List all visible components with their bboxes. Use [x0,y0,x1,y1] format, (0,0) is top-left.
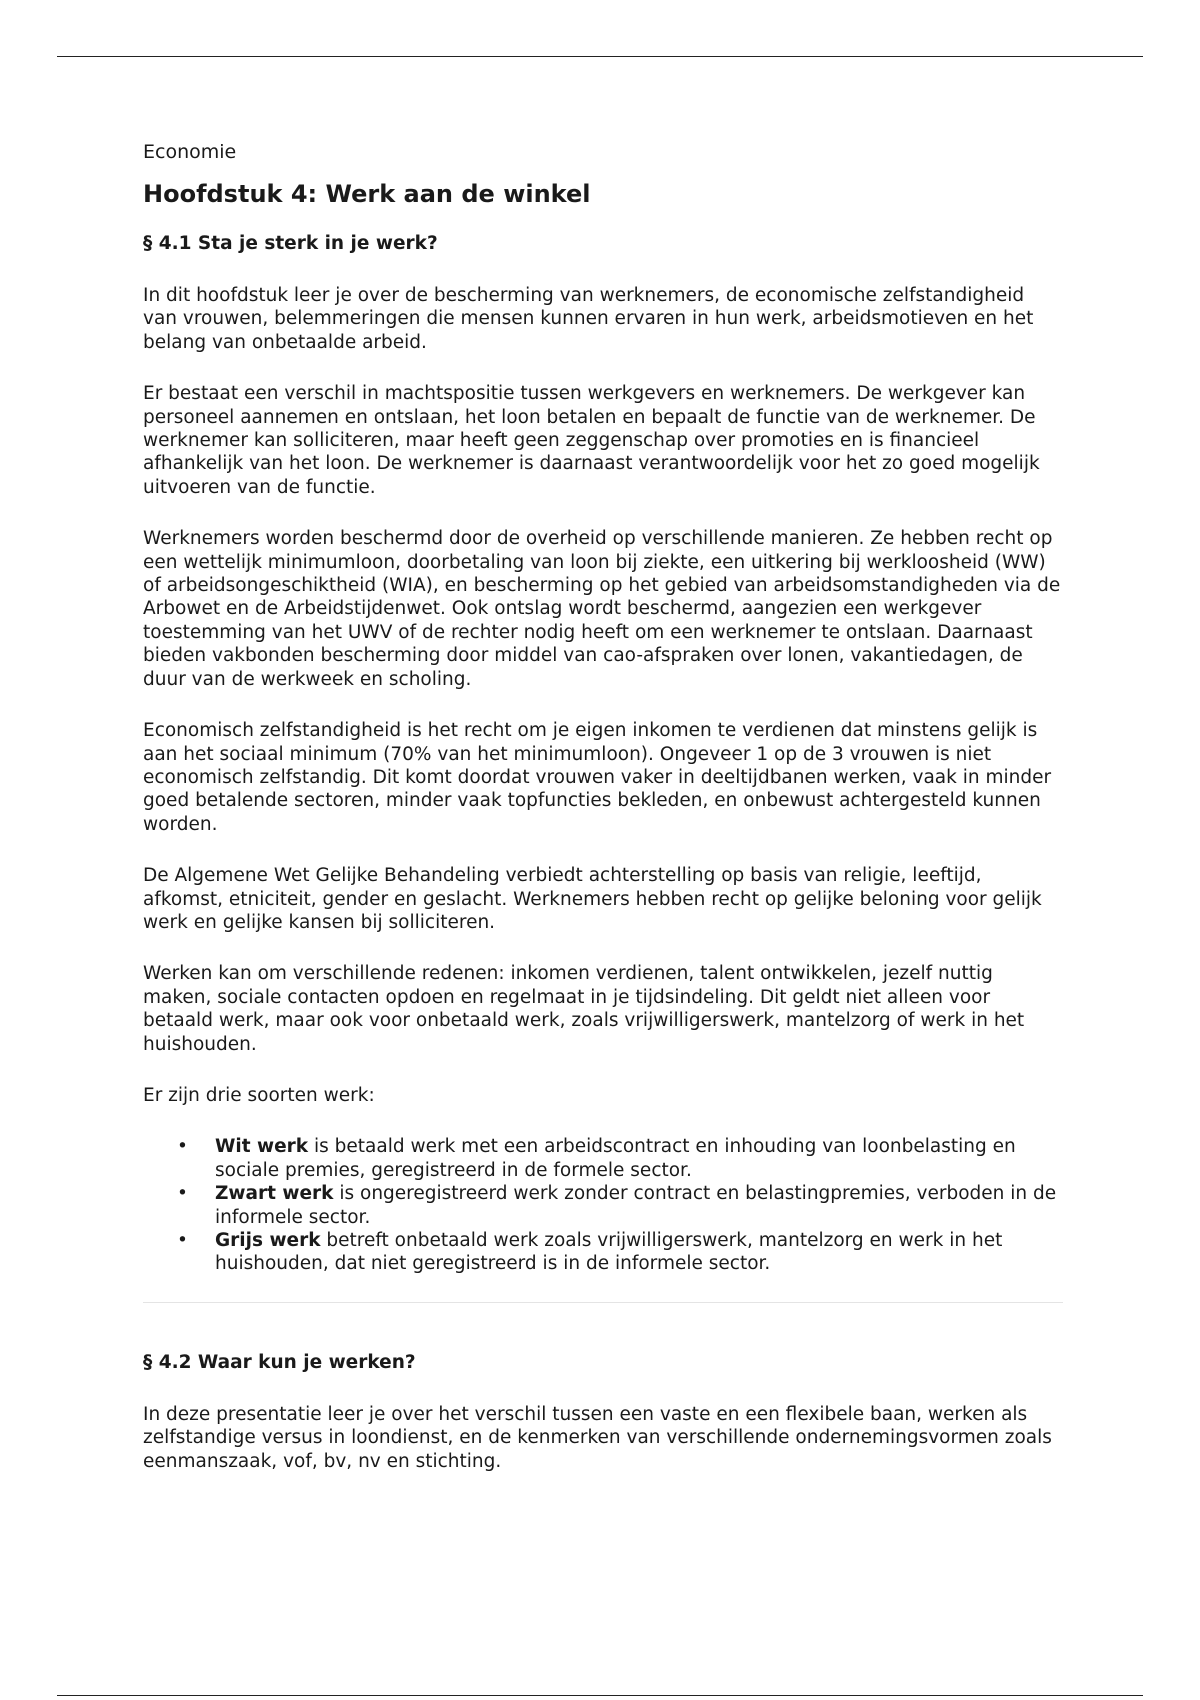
top-rule [57,56,1143,57]
section-heading-4-2: § 4.2 Waar kun je werken? [143,1351,416,1373]
paragraph: In dit hoofdstuk leer je over de bescherming van werknemers, de economische zelfstandigheid van vrouwen, belemmeringen die mensen kunnen ervaren in hun werk, arbeidsmotieven en het belang van onbetaalde arbeid. [143,285,1034,353]
term-grijs-werk: Grijs werk [215,1230,321,1251]
chapter-title: Hoofdstuk 4: Werk aan de winkel [143,180,591,208]
bullet-icon: • [177,1136,188,1158]
paragraph: De Algemene Wet Gelijke Behandeling verbiedt achterstelling op basis van religie, leeftijd, afkomst, etniciteit, gender en geslacht. Werknemers hebben recht op gelijke beloning voor gelijk werk en gelijke kansen bij solliciteren. [143,865,1042,933]
term-zwart-werk: Zwart werk [215,1183,334,1205]
term-wit-werk: Wit werk [215,1136,309,1158]
term-description: is ongeregistreerd werk zonder contract en belastingpremies, verboden in de informele sector. [215,1183,1057,1228]
document-body [143,140,1063,1501]
work-types-list [143,1135,1063,1275]
bullet-icon: • [177,1230,188,1251]
bottom-rule [57,1695,1143,1696]
paragraph: Werknemers worden beschermd door de overheid op verschillende manieren. Ze hebben recht op een wettelijk minimumloon, doorbetaling van loon bij ziekte, een uitkering bij werkloosheid (WW) of arbeidsongeschiktheid (WIA), en bescherming op het gebied van arbeidsomstandigheden via de Arbowet en de Arbeidstijdenwet. Ook ontslag wordt beschermd, aangezien een werkgever toestemming van het UWV of de rechter nodig heeft om een werknemer te ontslaan. Daarnaast bieden vakbonden bescherming door middel van cao-afspraken over lonen, vakantiedagen, de duur van de werkweek en scholing. [143,528,1061,690]
term-description: betreft onbetaald werk zoals vrijwilligerswerk, mantelzorg en werk in het huishouden, dat niet geregistreerd is in de informele sector. [215,1230,1003,1275]
paragraph: Werken kan om verschillende redenen: inkomen verdienen, talent ontwikkelen, jezelf nuttig maken, sociale contacten opdoen en regelmaat in je tijdsindeling. Dit geldt niet alleen voor betaald werk, maar ook voor onbetaald werk, zoals vrijwilligerswerk, mantelzorg of werk in het huishouden. [143,963,1025,1055]
paragraph: Economisch zelfstandigheid is het recht om je eigen inkomen te verdienen dat minstens gelijk is aan het sociaal minimum (70% van het minimumloon). Ongeveer 1 op de 3 vrouwen is niet economisch zelfstandig. Dit komt doordat vrouwen vaker in deeltijdbanen werken, vaak in minder goed betalende sectoren, minder vaak topfuncties bekleden, en onbewust achtergesteld kunnen worden. [143,720,1052,835]
section-divider [143,1302,1063,1303]
list-item [177,1229,1063,1276]
subject-label: Economie [143,141,237,163]
list-item [177,1182,1063,1229]
bullet-icon: • [177,1183,188,1205]
section-heading-4-1: § 4.1 Sta je sterk in je werk? [143,233,438,254]
paragraph: Er bestaat een verschil in machtspositie tussen werkgevers en werknemers. De werkgever kan personeel aannemen en ontslaan, het loon betalen en bepaalt de functie van de werknemer. De werknemer kan solliciteren, maar heeft geen zeggenschap over promoties en is financieel afhankelijk van het loon. De werknemer is daarnaast verantwoordelijk voor het zo goed mogelijk uitvoeren van de functie. [143,383,1040,498]
term-description: is betaald werk met een arbeidscontract en inhouding van loonbelasting en sociale premies, geregistreerd in de formele sector. [215,1136,1016,1181]
list-item [177,1135,1063,1182]
list-intro: Er zijn drie soorten werk: [143,1084,375,1106]
paragraph: In deze presentatie leer je over het verschil tussen een vaste en een flexibele baan, werken als zelfstandige versus in loondienst, en de kenmerken van verschillende ondernemingsvormen zoals eenmanszaak, vof, bv, nv en stichting. [143,1403,1052,1472]
